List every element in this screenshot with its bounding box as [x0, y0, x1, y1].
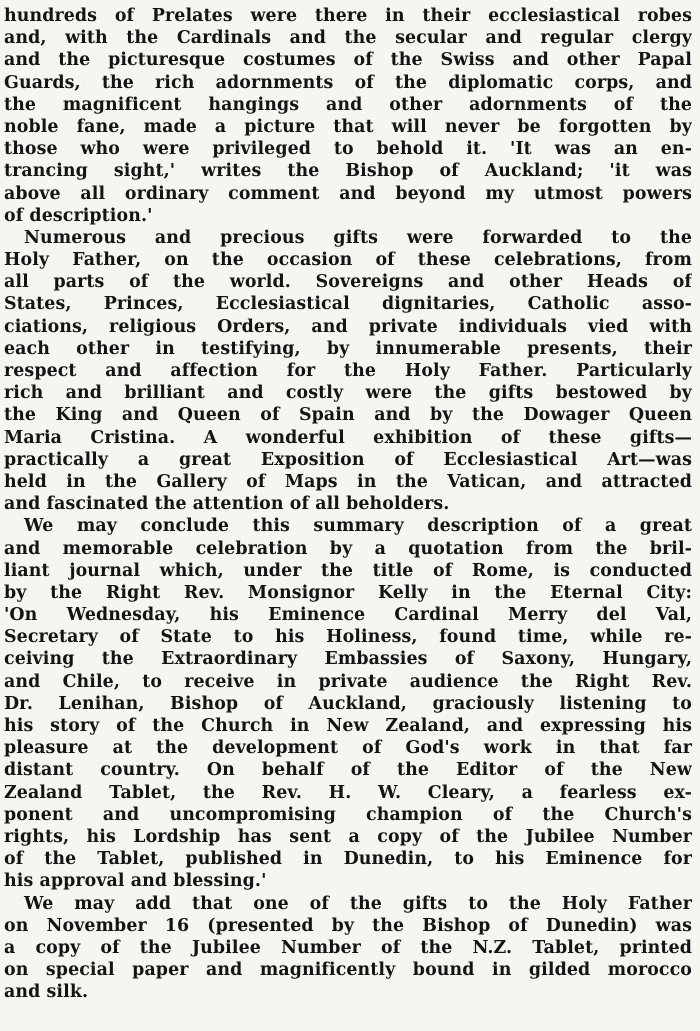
text-line: We may conclude this summary description of a great	[24, 516, 692, 537]
text-line: each other in testifying, by innumerable presents, their	[4, 338, 692, 359]
paragraph-3	[4, 515, 692, 892]
text-line: Zealand Tablet, the Rev. H. W. Cleary, a fearless ex-	[4, 782, 692, 803]
text-line: by the Right Rev. Monsignor Kelly in the Eternal City:	[4, 582, 692, 603]
text-line: Numerous and precious gifts were forwarded to the	[24, 227, 692, 248]
text-line: noble fane, made a picture that will never be forgotten by	[4, 116, 692, 137]
text-line: of the Tablet, published in Dunedin, to his Eminence for	[4, 849, 692, 870]
text-line: on November 16 (presented by the Bishop of Dunedin) was	[4, 915, 692, 936]
text-line: held in the Gallery of Maps in the Vatican, and attracted	[4, 471, 692, 492]
text-line: rich and brilliant and costly were the gifts bestowed by	[4, 383, 692, 404]
text-line: and the picturesque costumes of the Swiss and other Papal	[4, 50, 692, 71]
text-line: ponent and uncompromising champion of the Church's	[4, 804, 692, 825]
text-line: Maria Cristina. A wonderful exhibition of these gifts—	[4, 427, 692, 448]
text-line: and fascinated the attention of all beholders.	[4, 494, 450, 515]
text-line: and Chile, to receive in private audience the Right Rev.	[4, 671, 692, 692]
paragraph-4	[4, 893, 692, 1004]
paragraph-1	[4, 5, 692, 227]
text-line: liant journal which, under the title of Rome, is conducted	[4, 560, 692, 581]
text-line: and memorable celebration by a quotation from the bril-	[4, 538, 692, 559]
text-line: hundreds of Prelates were there in their ecclesiastical robes	[4, 6, 692, 26]
text-line: the magnificent hangings and other adornments of the	[4, 94, 692, 115]
text-line: above all ordinary comment and beyond my utmost powers	[4, 183, 692, 204]
text-line: the King and Queen of Spain and by the Dowager Queen	[4, 405, 692, 426]
text-line: pleasure at the development of God's work in that far	[4, 738, 692, 759]
text-line: those who were privileged to behold it. 'It was an en-	[4, 139, 692, 160]
text-line: ciations, religious Orders, and private individuals vied with	[4, 316, 692, 337]
text-line: his story of the Church in New Zealand, and expressing his	[4, 716, 692, 736]
text-line: We may add that one of the gifts to the Holy Father	[24, 893, 692, 914]
text-line: 'On Wednesday, his Eminence Cardinal Merry del Val,	[4, 605, 692, 626]
text-line: trancing sight,' writes the Bishop of Auckland; 'it was	[4, 161, 692, 182]
text-line: of description.'	[4, 205, 153, 226]
text-line: rights, his Lordship has sent a copy of the Jubilee Number	[4, 826, 692, 847]
text-line: all parts of the world. Sovereigns and other Heads of	[4, 272, 692, 293]
text-line: Secretary of State to his Holiness, found time, while re-	[4, 627, 692, 648]
text-line: respect and affection for the Holy Father. Particularly	[4, 361, 692, 381]
text-line: ceiving the Extraordinary Embassies of Saxony, Hungary,	[4, 649, 692, 670]
text-line: and silk.	[4, 982, 89, 1003]
text-line: practically a great Exposition of Ecclesiastical Art—was	[4, 449, 692, 470]
text-line: distant country. On behalf of the Editor of the New	[4, 760, 692, 781]
text-line: his approval and blessing.'	[4, 871, 267, 892]
text-line: States, Princes, Ecclesiastical dignitaries, Catholic asso-	[4, 294, 692, 315]
paragraph-2	[4, 227, 692, 515]
text-line: on special paper and magnificently bound in gilded morocco	[4, 960, 692, 981]
text-line: a copy of the Jubilee Number of the N.Z. Tablet, printed	[4, 937, 692, 958]
text-line: Dr. Lenihan, Bishop of Auckland, graciously listening to	[4, 693, 692, 714]
text-line: and, with the Cardinals and the secular and regular clergy	[4, 28, 692, 49]
text-line: Guards, the rich adornments of the diplomatic corps, and	[4, 72, 692, 93]
text-line: Holy Father, on the occasion of these celebrations, from	[4, 250, 692, 271]
